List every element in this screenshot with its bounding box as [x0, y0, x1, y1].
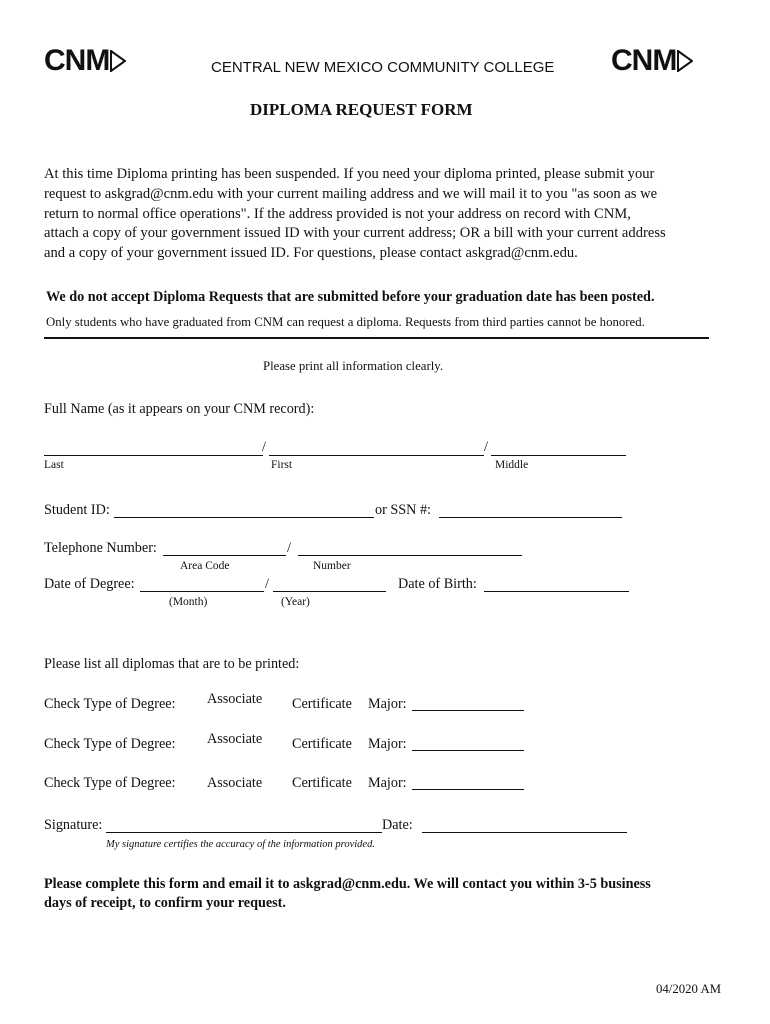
major-field[interactable] — [412, 710, 524, 711]
closing-line: days of receipt, to confirm your request. — [44, 895, 286, 911]
last-name-field[interactable] — [44, 455, 263, 456]
intro-line: request to askgrad@cnm.edu with your current mailing address and we will mail it to you "as soon as we — [44, 185, 658, 202]
degree-year-field[interactable] — [273, 591, 386, 592]
intro-line: At this time Diploma printing has been suspended. If you need your diploma printed, please submit your — [44, 166, 655, 182]
telephone-label: Telephone Number: — [44, 540, 157, 556]
arrow-chevron-icon — [677, 50, 693, 72]
month-caption: (Month) — [169, 596, 208, 608]
divider — [44, 337, 709, 339]
intro-line: attach a copy of your government issued ID with your current address; OR a bill with your current address — [44, 225, 666, 242]
phone-number-field[interactable] — [298, 555, 522, 556]
diplomas-list-label: Please list all diplomas that are to be printed: — [44, 656, 300, 672]
closing-line: Please complete this form and email it to askgrad@cnm.edu. We will contact you within 3-5 business — [44, 876, 651, 892]
number-caption: Number — [313, 560, 351, 572]
associate-option[interactable]: Associate — [207, 691, 263, 707]
full-name-label: Full Name (as it appears on your CNM record): — [44, 401, 315, 417]
intro-paragraph — [44, 165, 704, 264]
student-id-label: Student ID: — [44, 502, 110, 518]
area-code-field[interactable] — [163, 555, 286, 556]
form-revision-code: 04/2020 AM — [656, 982, 722, 996]
separator: / — [265, 576, 269, 592]
intro-line: and a copy of your government issued ID. For questions, please contact askgrad@cnm.edu. — [44, 245, 578, 262]
certificate-option[interactable]: Certificate — [292, 775, 352, 791]
middle-name-field[interactable] — [491, 455, 626, 456]
print-clearly-note: Please print all information clearly. — [263, 359, 444, 373]
signature-field[interactable] — [106, 832, 382, 833]
college-name: CENTRAL NEW MEXICO COMMUNITY COLLEGE — [211, 59, 555, 76]
separator: / — [287, 540, 291, 556]
degree-month-field[interactable] — [140, 591, 264, 592]
degree-type-label: Check Type of Degree: — [44, 736, 176, 752]
notice-small: Only students who have graduated from CNM can request a diploma. Requests from third parties cannot be honored. — [46, 315, 645, 329]
major-field[interactable] — [412, 789, 524, 790]
associate-option[interactable]: Associate — [207, 775, 263, 791]
signature-date-field[interactable] — [422, 832, 627, 833]
form-title: DIPLOMA REQUEST FORM — [250, 100, 473, 119]
ssn-label: or SSN #: — [375, 502, 431, 518]
last-caption: Last — [44, 459, 64, 471]
middle-caption: Middle — [495, 459, 529, 471]
degree-type-label: Check Type of Degree: — [44, 775, 176, 791]
ssn-field[interactable] — [439, 517, 622, 518]
student-id-field[interactable] — [114, 517, 374, 518]
certificate-option[interactable]: Certificate — [292, 736, 352, 752]
separator: / — [484, 439, 488, 455]
dob-field[interactable] — [484, 591, 629, 592]
separator: / — [262, 439, 266, 455]
signature-label: Signature: — [44, 817, 103, 833]
cnm-logo-right: CNM — [611, 44, 693, 78]
notice-bold: We do not accept Diploma Requests that are submitted before your graduation date has been posted. — [46, 289, 655, 305]
first-caption: First — [271, 459, 293, 471]
signature-certify-note: My signature certifies the accuracy of the information provided. — [106, 839, 375, 850]
intro-line: return to normal office operations". If the address provided is not your address on record with CNM, — [44, 205, 631, 222]
certificate-option[interactable]: Certificate — [292, 696, 352, 712]
major-label: Major: — [368, 775, 407, 791]
first-name-field[interactable] — [269, 455, 484, 456]
area-code-caption: Area Code — [180, 560, 230, 572]
year-caption: (Year) — [281, 596, 310, 608]
date-label: Date: — [382, 817, 413, 833]
date-of-degree-label: Date of Degree: — [44, 576, 135, 592]
arrow-chevron-icon — [110, 50, 126, 72]
closing-paragraph — [44, 875, 651, 913]
cnm-logo-left: CNM — [44, 44, 126, 78]
associate-option[interactable]: Associate — [207, 731, 263, 747]
degree-type-label: Check Type of Degree: — [44, 696, 176, 712]
major-label: Major: — [368, 736, 407, 752]
major-label: Major: — [368, 696, 407, 712]
dob-label: Date of Birth: — [398, 576, 477, 592]
major-field[interactable] — [412, 750, 524, 751]
